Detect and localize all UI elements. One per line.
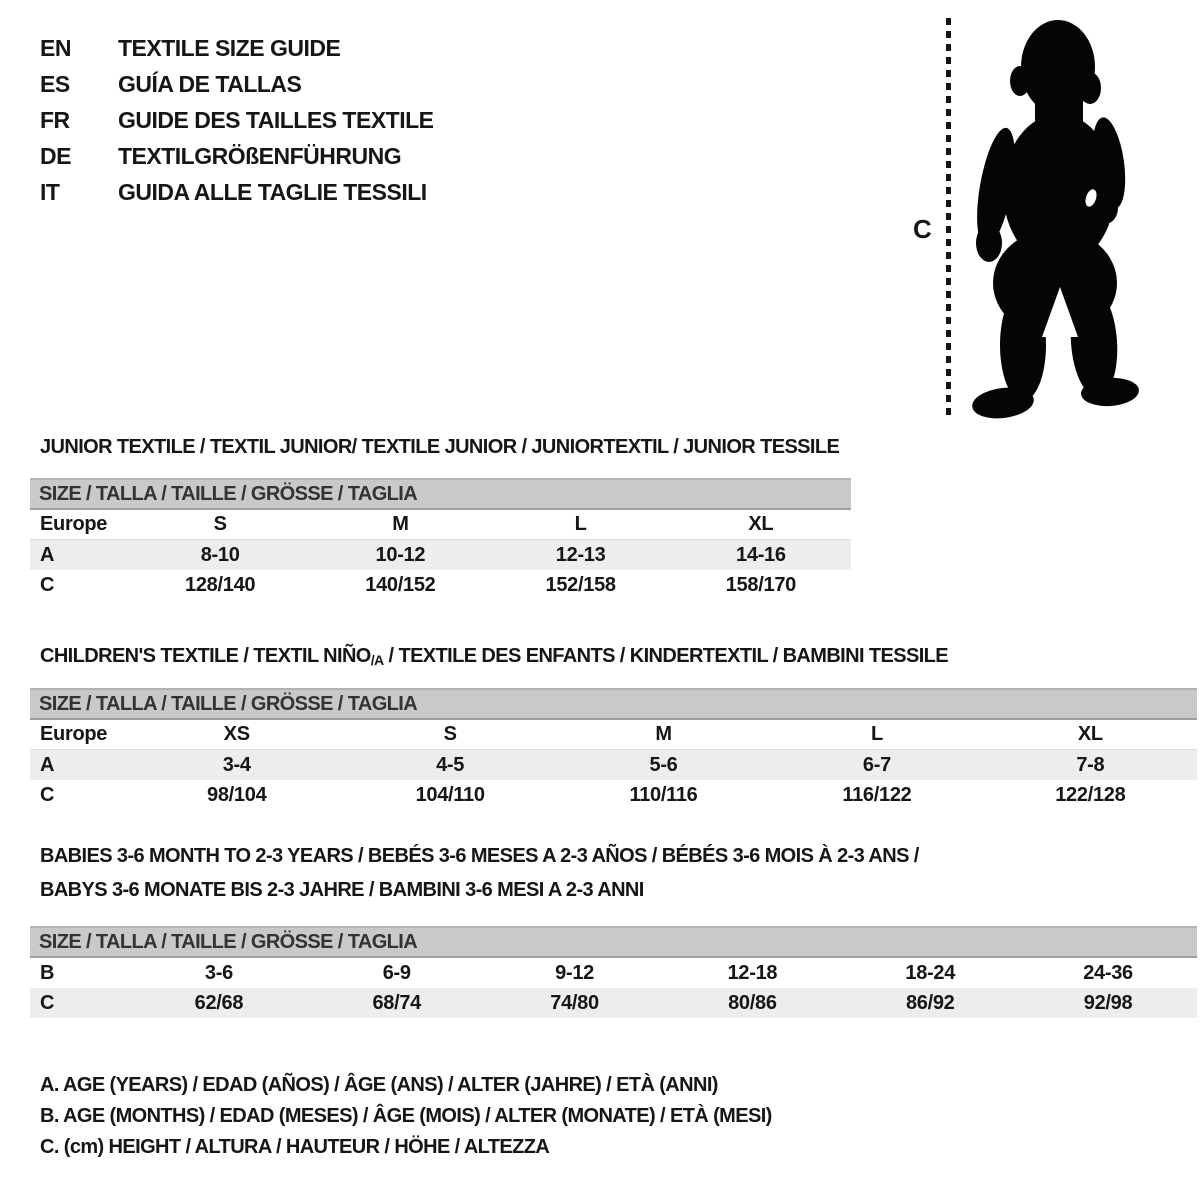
children-section-title (40, 645, 948, 668)
table-row-height (30, 570, 851, 600)
value-cell: 152/158 (545, 573, 616, 596)
value-cell: 4-5 (436, 753, 465, 776)
value-cell: 140/152 (365, 573, 436, 596)
value-cell: 92/98 (1083, 991, 1133, 1014)
value-cell: 3-4 (222, 753, 251, 776)
size-cell: XS (223, 723, 250, 745)
size-cell: XL (1077, 723, 1103, 745)
footnote-height-cm: C. (cm) HEIGHT / ALTURA / HAUTEUR / HÖHE / ALTEZZA (40, 1136, 550, 1158)
language-code: ES (40, 70, 70, 97)
row-label: A (40, 753, 55, 776)
value-cell: 24-36 (1083, 961, 1133, 984)
junior-size-table (30, 478, 851, 600)
size-cell: S (213, 513, 227, 535)
value-cell: 116/122 (842, 783, 912, 806)
value-cell: 12-13 (555, 543, 606, 566)
value-cell: 14-16 (736, 543, 786, 566)
value-cell: 104/110 (415, 783, 485, 806)
value-cell: 62/68 (194, 991, 244, 1014)
language-title: TEXTILE SIZE GUIDE (118, 34, 341, 61)
babies-section-title-line2: BABYS 3-6 MONATE BIS 2-3 JAHRE / BAMBINI 3-6 MESI A 2-3 ANNI (40, 879, 644, 901)
language-title: GUIDE DES TAILLES TEXTILE (118, 106, 434, 133)
children-title-suffix: / TEXTILE DES ENFANTS / KINDERTEXTIL / BAMBINI TESSILE (383, 645, 949, 667)
row-label: C (40, 991, 55, 1014)
babies-section-title-line1: BABIES 3-6 MONTH TO 2-3 YEARS / BEBÉS 3-6 MESES A 2-3 AÑOS / BÉBÉS 3-6 MOIS À 2-3 ANS / (40, 845, 919, 867)
table-row-height (30, 988, 1197, 1018)
language-row (40, 30, 434, 66)
value-cell: 18-24 (905, 961, 956, 984)
value-cell: 6-7 (862, 753, 891, 776)
language-title: GUIDA ALLE TAGLIE TESSILI (118, 178, 427, 205)
size-cell: L (870, 723, 883, 745)
table-row-region (30, 720, 1197, 750)
footnote-age-years: A. AGE (YEARS) / EDAD (AÑOS) / ÂGE (ANS) / ALTER (JAHRE) / ETÀ (ANNI) (40, 1074, 718, 1096)
table-row-height (30, 780, 1197, 810)
value-cell: 80/86 (728, 991, 777, 1014)
babies-size-table (30, 926, 1197, 1018)
region-label: Europe (40, 513, 108, 535)
row-label: B (40, 961, 55, 984)
value-cell: 7-8 (1076, 753, 1105, 776)
row-label: A (40, 543, 55, 566)
size-cell: S (443, 723, 457, 745)
table-row-age-months (30, 958, 1197, 988)
size-cell: L (574, 513, 587, 535)
language-title-list (40, 30, 434, 210)
value-cell: 74/80 (550, 991, 599, 1014)
value-cell: 5-6 (649, 753, 678, 776)
size-header-bar: SIZE / TALLA / TAILLE / GRÖSSE / TAGLIA (30, 688, 1197, 720)
height-measure-dashed-line (946, 18, 951, 415)
footnote-age-months: B. AGE (MONTHS) / EDAD (MESES) / ÂGE (MOIS) / ALTER (MONATE) / ETÀ (MESI) (40, 1105, 772, 1127)
value-cell: 158/170 (725, 573, 796, 596)
row-label: C (40, 783, 55, 806)
language-row (40, 174, 434, 210)
value-cell: 110/116 (629, 783, 698, 806)
table-row-region (30, 510, 851, 540)
table-row-age (30, 750, 1197, 780)
value-cell: 12-18 (727, 961, 778, 984)
language-code: DE (40, 142, 71, 169)
size-cell: XL (748, 513, 774, 535)
language-code: EN (40, 34, 71, 61)
language-title: GUÍA DE TALLAS (118, 70, 302, 97)
row-label: C (40, 573, 55, 596)
language-title: TEXTILGRÖßENFÜHRUNG (118, 142, 402, 169)
value-cell: 122/128 (1055, 783, 1126, 806)
value-cell: 10-12 (375, 543, 426, 566)
value-cell: 3-6 (204, 961, 233, 984)
value-cell: 86/92 (905, 991, 955, 1014)
size-header-bar: SIZE / TALLA / TAILLE / GRÖSSE / TAGLIA (30, 926, 1197, 958)
size-cell: M (392, 513, 409, 535)
value-cell: 9-12 (555, 961, 594, 984)
region-label: Europe (40, 723, 108, 745)
children-title-sub: /A (370, 652, 384, 668)
size-header-bar: SIZE / TALLA / TAILLE / GRÖSSE / TAGLIA (30, 478, 851, 510)
size-cell: M (655, 723, 672, 745)
toddler-silhouette (963, 15, 1143, 420)
language-code: IT (40, 178, 60, 205)
language-row (40, 102, 434, 138)
value-cell: 8-10 (200, 543, 240, 566)
junior-section-title: JUNIOR TEXTILE / TEXTIL JUNIOR/ TEXTILE JUNIOR / JUNIORTEXTIL / JUNIOR TESSILE (40, 436, 840, 458)
height-measure-label: C (913, 214, 932, 244)
legend-footnotes (40, 1070, 772, 1163)
language-row (40, 66, 434, 102)
table-row-age (30, 540, 851, 570)
children-size-table (30, 688, 1197, 810)
value-cell: 68/74 (372, 991, 422, 1014)
value-cell: 6-9 (382, 961, 411, 984)
language-code: FR (40, 106, 70, 133)
language-row (40, 138, 434, 174)
value-cell: 98/104 (207, 783, 267, 806)
children-title-prefix: CHILDREN'S TEXTILE / TEXTIL NIÑO (40, 645, 371, 667)
value-cell: 128/140 (185, 573, 256, 596)
